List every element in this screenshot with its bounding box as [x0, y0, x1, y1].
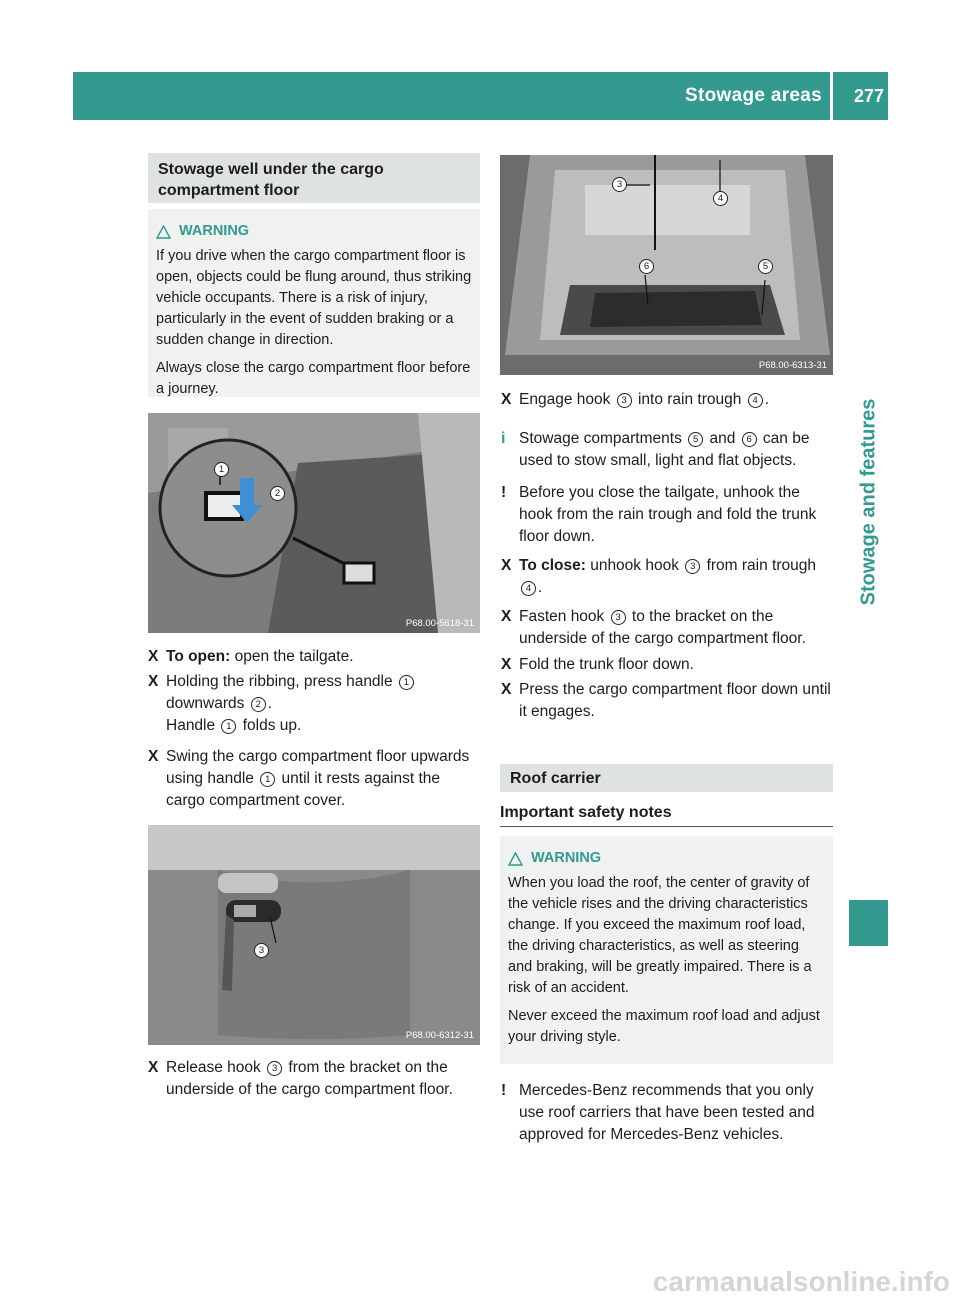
- warning-triangle-icon: [156, 225, 171, 239]
- callout-2: 2: [270, 486, 285, 501]
- list-item: X Holding the ribbing, press handle 1 downwards 2 . Handle 1 folds up.: [148, 671, 480, 737]
- caution-note: ! Before you close the tailgate, unhook the hook from the rain trough and fold the trunk floor down.: [501, 484, 817, 545]
- side-tab-label: Stowage and features: [857, 398, 880, 606]
- callout-1: 1: [214, 462, 229, 477]
- warning-title: WARNING: [508, 848, 825, 869]
- info-icon: i: [501, 430, 506, 447]
- footer-watermark: carmanualsonline.info: [652, 1266, 950, 1297]
- photo-ref-code: P68.00-6313-31: [758, 360, 827, 371]
- list-item: X Engage hook 3 into rain trough 4 .: [501, 391, 769, 408]
- warning-box: [148, 209, 480, 397]
- header-divider: [830, 72, 833, 120]
- photo-ref-code: P68.00-6312-31: [405, 1030, 474, 1041]
- warning-box: [500, 836, 833, 1064]
- section-heading: Stowage well under the cargo compartment floor: [148, 153, 480, 203]
- list-item: X To open: open the tailgate.: [148, 648, 354, 665]
- warning-text: Never exceed the maximum roof load and adjust your driving style.: [508, 1008, 820, 1045]
- callout-5: 5: [758, 259, 773, 274]
- hook-bracket-photo: [148, 825, 480, 1045]
- list-item: X Press the cargo compartment floor down until it engages.: [501, 681, 831, 720]
- callout-3: 3: [612, 177, 627, 192]
- callout-3: 3: [254, 943, 269, 958]
- cargo-well-photo: [500, 155, 833, 375]
- cargo-floor-handle-photo: [148, 413, 480, 633]
- list-item: X Swing the cargo compartment floor upwards using handle 1 until it rests against the cargo compartment cover.: [148, 748, 470, 809]
- warning-text: When you load the roof, the center of gravity of the vehicle rises and the driving characteristics change. If you exceed the maximum roof load, the driving characteristics, as well as steering and braking, will be greatly impaired. There is a risk of an accident.: [508, 875, 812, 996]
- callout-4: 4: [713, 191, 728, 206]
- page-number: 277: [853, 86, 884, 106]
- callout-6: 6: [639, 259, 654, 274]
- warning-text: If you drive when the cargo compartment floor is open, objects could be flung around, thus striking vehicle occupants. There is a risk of injury, particularly in the event of sudden braking or a sudden change in direction.: [156, 248, 472, 348]
- caution-icon: !: [501, 484, 507, 501]
- caution-icon: !: [501, 1082, 507, 1099]
- subsection-heading: Important safety notes: [500, 804, 672, 821]
- divider: [500, 826, 833, 827]
- chapter-title: Stowage areas: [685, 85, 822, 106]
- side-tab-marker: [849, 900, 888, 946]
- list-item: X To close: unhook hook 3 from rain trough 4 .: [501, 557, 816, 596]
- section-heading: Roof carrier: [500, 764, 833, 792]
- caution-note: ! Mercedes-Benz recommends that you only use roof carriers that have been tested and approved for Mercedes-Benz vehicles.: [501, 1082, 815, 1143]
- page-header: [73, 72, 888, 120]
- list-item: X Fold the trunk floor down.: [501, 656, 694, 673]
- photo-ref-code: P68.00-5618-31: [405, 618, 474, 629]
- side-chapter-tab: [849, 152, 888, 1248]
- warning-triangle-icon: [508, 852, 523, 866]
- list-item: X Fasten hook 3 to the bracket on the underside of the cargo compartment floor.: [501, 608, 806, 647]
- info-note: i Stowage compartments 5 and 6 can be used to stow small, light and flat objects.: [501, 430, 810, 469]
- warning-text: Always close the cargo compartment floor before a journey.: [156, 360, 471, 397]
- list-item: X Release hook 3 from the bracket on the underside of the cargo compartment floor.: [148, 1059, 453, 1098]
- warning-title: WARNING: [156, 221, 472, 242]
